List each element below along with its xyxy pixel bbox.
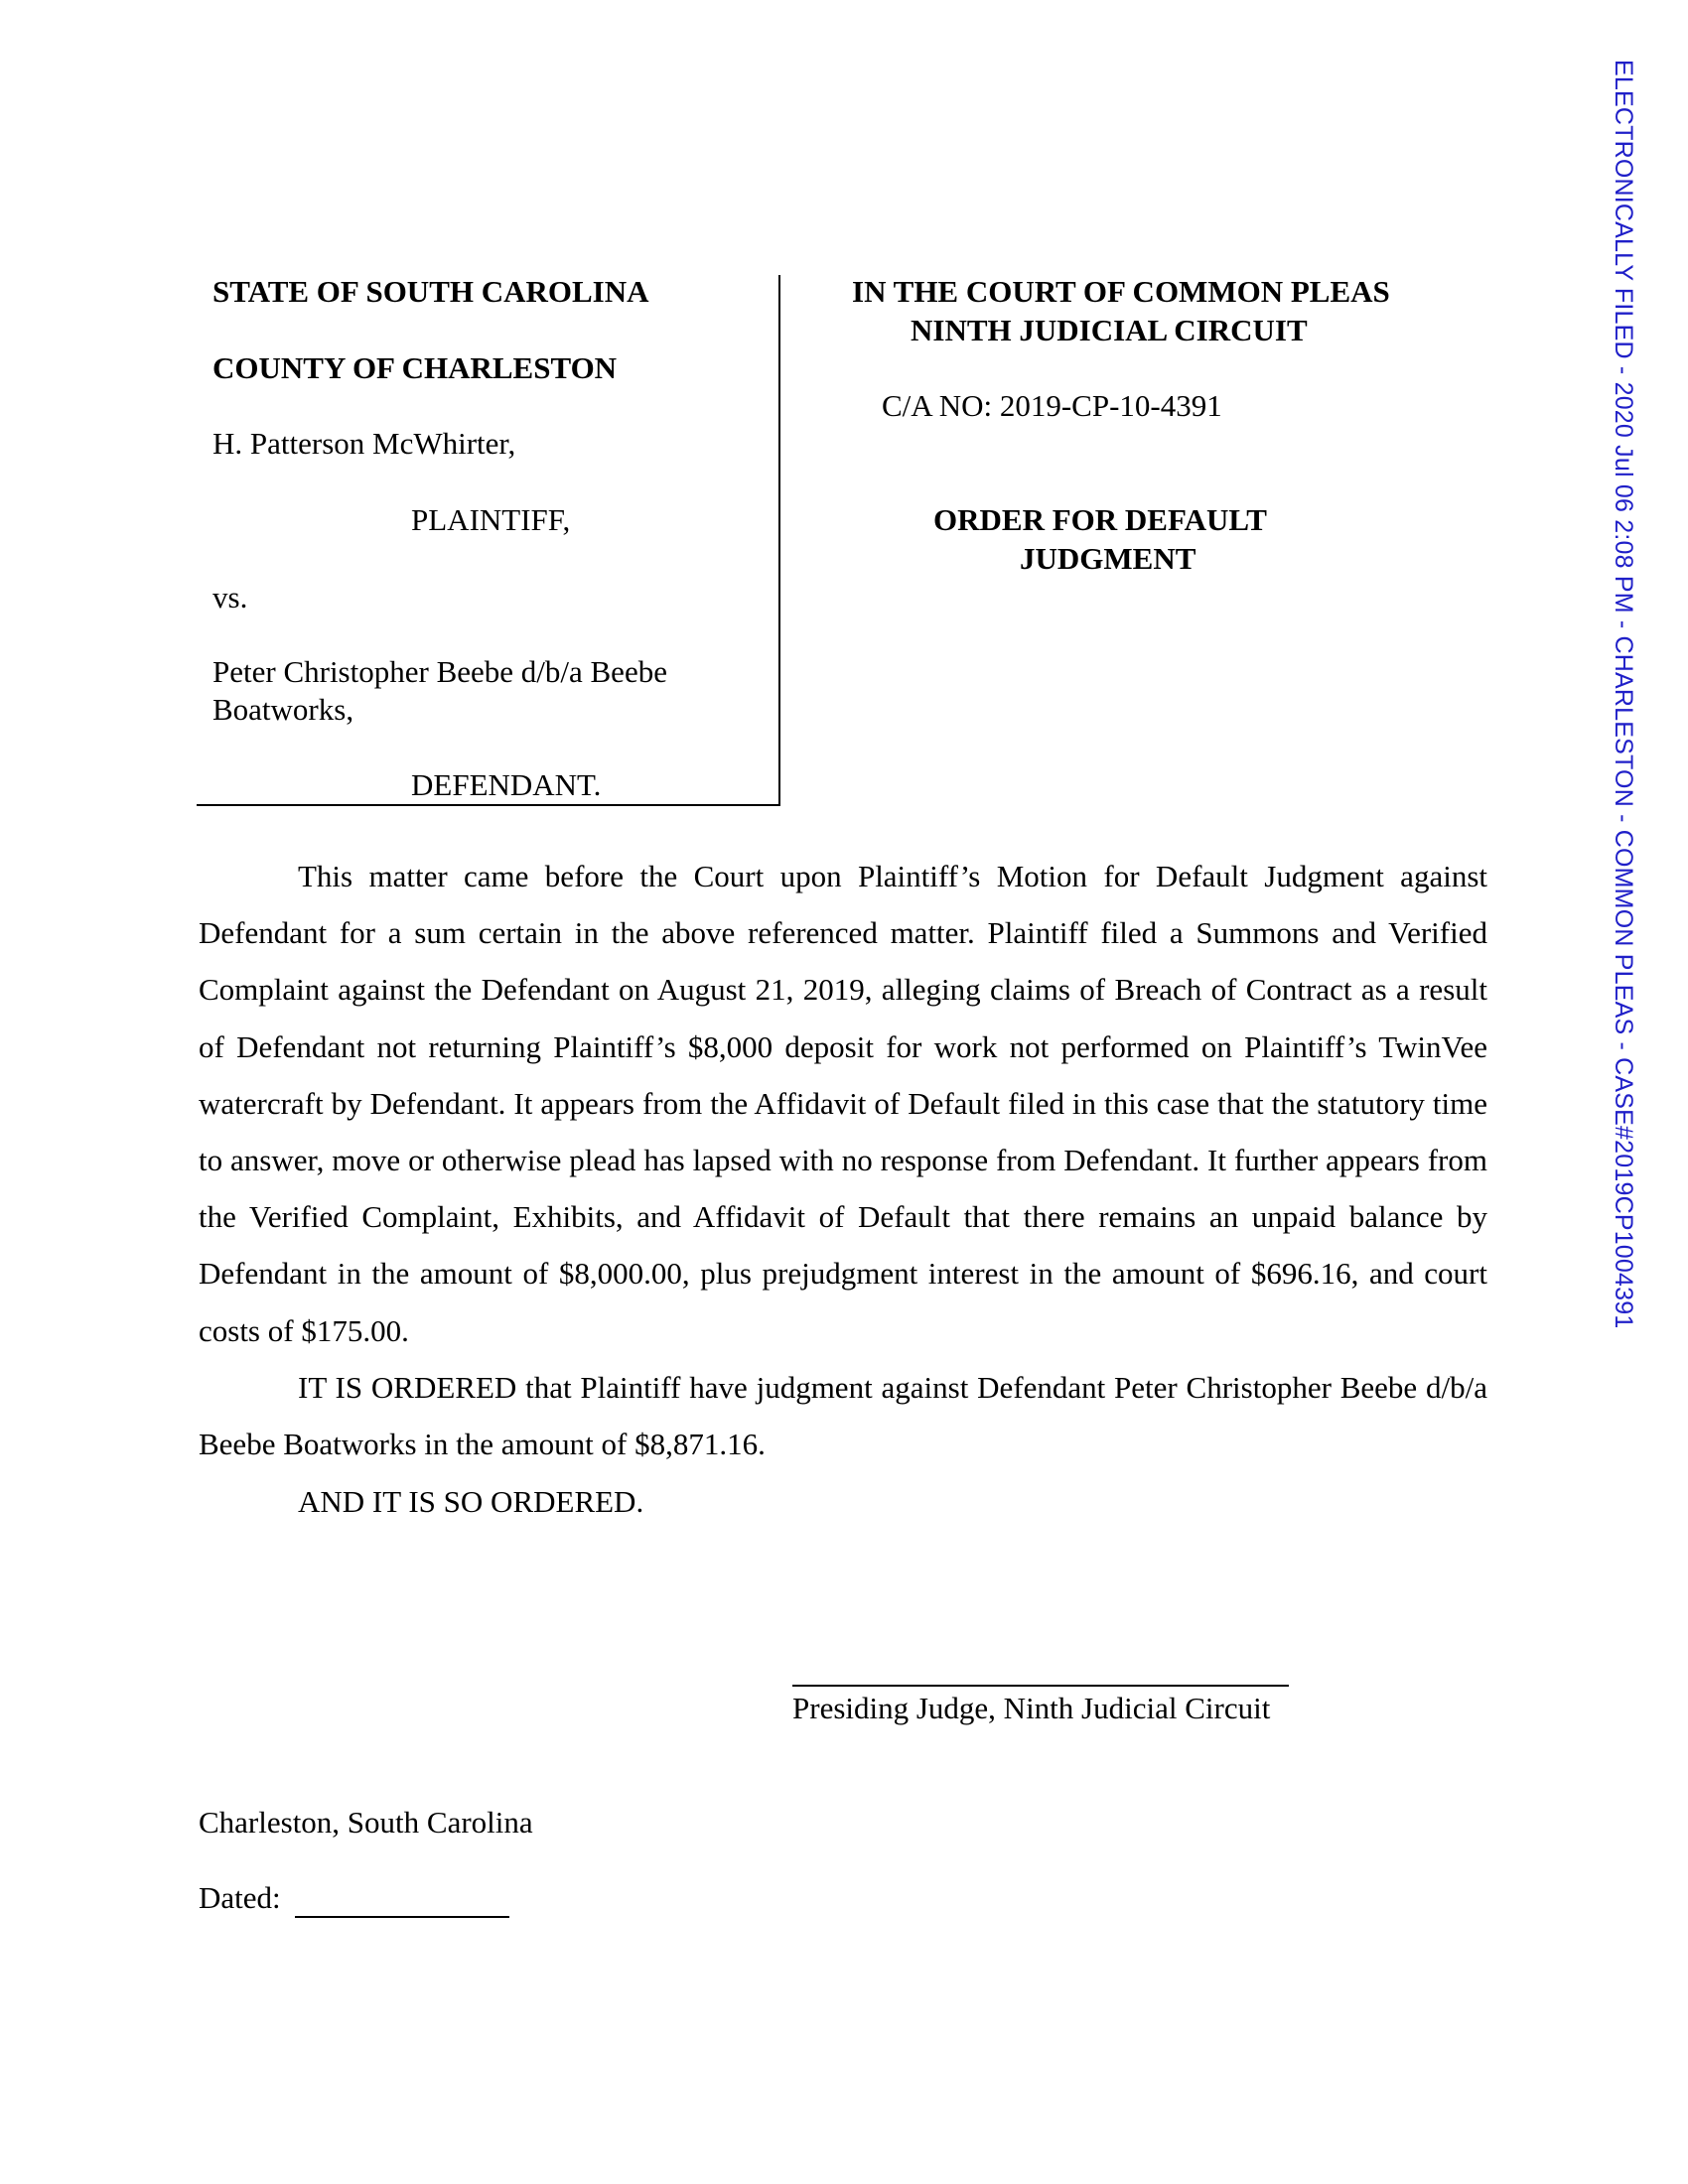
plaintiff-label: PLAINTIFF, (411, 502, 571, 537)
defendant-name-line1: Peter Christopher Beebe d/b/a Beebe (212, 654, 667, 689)
efiling-stamp: ELECTRONICALLY FILED - 2020 Jul 06 2:08 PM - CHARLESTON - COMMON PLEAS - CASE#2019CP1004391 (1610, 60, 1637, 1329)
court-name-line2: NINTH JUDICIAL CIRCUIT (911, 313, 1308, 347)
defendant-name-line2: Boatworks, (212, 692, 354, 727)
caption-vertical-rule (778, 275, 780, 805)
court-name-line1: IN THE COURT OF COMMON PLEAS (852, 274, 1390, 309)
signature-line (792, 1685, 1289, 1687)
caption-bottom-rule (197, 804, 780, 806)
defendant-label: DEFENDANT. (411, 767, 602, 802)
so-ordered-text: AND IT IS SO ORDERED. (298, 1484, 644, 1519)
county-heading: COUNTY OF CHARLESTON (212, 350, 618, 385)
dated-blank-line (295, 1916, 509, 1918)
document-title-line1: ORDER FOR DEFAULT (933, 502, 1267, 537)
order-text: IT IS ORDERED that Plaintiff have judgment against Defendant Peter Christopher Beebe d/b/a Beebe Boatworks in the amount of $8,871.16. (199, 1370, 1487, 1462)
case-number: C/A NO: 2019-CP-10-4391 (882, 388, 1222, 423)
plaintiff-name: H. Patterson McWhirter, (212, 426, 516, 461)
findings-text: This matter came before the Court upon Plaintiff’s Motion for Default Judgment against Defendant for a sum certain in the above referenced matter. Plaintiff filed a Summons and Verified Complaint against the Defendant on August 21, 2019, alleging claims of Breach of Contract as a result of Defendant not returning Plaintiff’s $8,000 deposit for work not performed on Plaintiff’s TwinVee watercraft by Defendant. It appears from the Affidavit of Default filed in this case that the statutory time to answer, move or otherwise plead has lapsed with no response from Defendant. It further appears from the Verified Complaint, Exhibits, and Affidavit of Default that there remains an unpaid balance by Defendant in the amount of $8,000.00, plus prejudgment interest in the amount of $696.16, and court costs of $175.00. (199, 859, 1487, 1348)
body-paragraph-so-ordered (199, 1473, 1487, 1530)
state-heading: STATE OF SOUTH CAROLINA (212, 274, 649, 309)
document-title-line2: JUDGMENT (1020, 541, 1196, 576)
dated-label: Dated: (199, 1880, 281, 1915)
location-line: Charleston, South Carolina (199, 1805, 533, 1840)
versus-label: vs. (212, 580, 248, 614)
judge-title: Presiding Judge, Ninth Judicial Circuit (792, 1691, 1271, 1725)
body-paragraph-order (199, 1359, 1487, 1472)
body-paragraph-findings (199, 848, 1487, 1359)
